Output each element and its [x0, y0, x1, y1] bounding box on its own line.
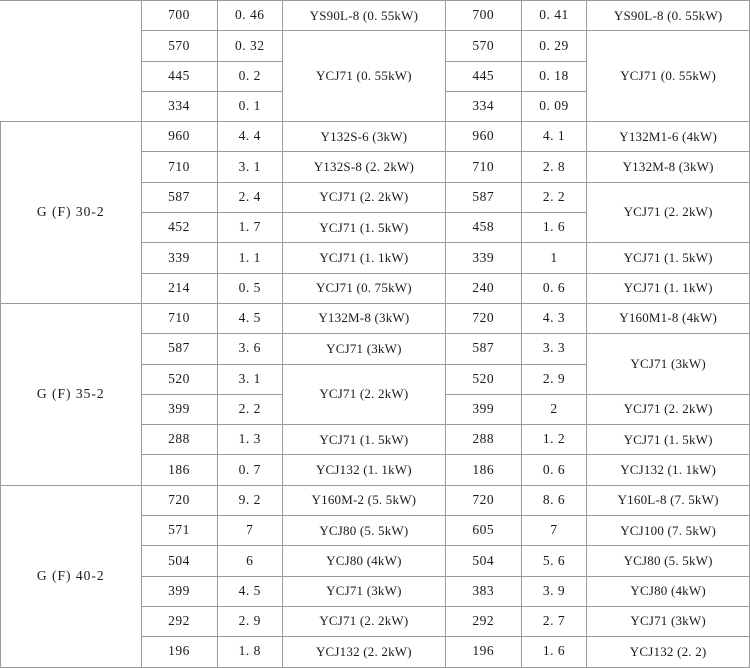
speed-b-cell: 504 — [445, 546, 521, 576]
power-a-cell: 0. 1 — [217, 91, 282, 121]
power-a-cell: 2. 9 — [217, 606, 282, 636]
motor-b-cell: Y132M1-6 (4kW) — [587, 122, 750, 152]
power-a-cell: 9. 2 — [217, 485, 282, 515]
power-b-cell: 4. 1 — [521, 122, 586, 152]
power-a-cell: 3. 1 — [217, 152, 282, 182]
motor-a-cell: Y132M-8 (3kW) — [283, 303, 446, 333]
speed-a-cell: 571 — [141, 516, 217, 546]
speed-a-cell: 445 — [141, 61, 217, 91]
model-cell: G (F) 40-2 — [1, 485, 142, 667]
model-cell: G (F) 30-2 — [1, 122, 142, 304]
speed-b-cell: 720 — [445, 303, 521, 333]
power-a-cell: 2. 2 — [217, 394, 282, 424]
speed-b-cell: 458 — [445, 213, 521, 243]
speed-b-cell: 240 — [445, 273, 521, 303]
power-b-cell: 3. 3 — [521, 334, 586, 364]
speed-b-cell: 288 — [445, 425, 521, 455]
speed-b-cell: 292 — [445, 606, 521, 636]
speed-b-cell: 445 — [445, 61, 521, 91]
power-a-cell: 7 — [217, 516, 282, 546]
power-a-cell: 4. 5 — [217, 576, 282, 606]
power-b-cell: 0. 6 — [521, 273, 586, 303]
speed-a-cell: 196 — [141, 637, 217, 667]
speed-a-cell: 710 — [141, 303, 217, 333]
speed-b-cell: 960 — [445, 122, 521, 152]
power-a-cell: 1. 3 — [217, 425, 282, 455]
speed-a-cell: 520 — [141, 364, 217, 394]
power-a-cell: 0. 7 — [217, 455, 282, 485]
speed-a-cell: 452 — [141, 213, 217, 243]
speed-b-cell: 570 — [445, 31, 521, 61]
power-b-cell: 0. 41 — [521, 1, 586, 31]
speed-a-cell: 339 — [141, 243, 217, 273]
motor-a-cell: YCJ71 (1. 1kW) — [283, 243, 446, 273]
motor-a-cell: YCJ71 (2. 2kW) — [283, 606, 446, 636]
motor-a-cell: Y160M-2 (5. 5kW) — [283, 485, 446, 515]
power-b-cell: 1. 6 — [521, 213, 586, 243]
speed-a-cell: 587 — [141, 182, 217, 212]
motor-b-cell: Y132M-8 (3kW) — [587, 152, 750, 182]
motor-b-cell: YCJ71 (0. 55kW) — [587, 31, 750, 122]
power-a-cell: 2. 4 — [217, 182, 282, 212]
speed-b-cell: 587 — [445, 334, 521, 364]
speed-a-cell: 288 — [141, 425, 217, 455]
power-b-cell: 3. 9 — [521, 576, 586, 606]
motor-b-cell: YCJ132 (2. 2) — [587, 637, 750, 667]
motor-a-cell: YCJ132 (1. 1kW) — [283, 455, 446, 485]
speed-b-cell: 700 — [445, 1, 521, 31]
motor-b-cell: YCJ71 (1. 5kW) — [587, 425, 750, 455]
speed-a-cell: 710 — [141, 152, 217, 182]
power-a-cell: 6 — [217, 546, 282, 576]
power-a-cell: 4. 5 — [217, 303, 282, 333]
power-a-cell: 0. 46 — [217, 1, 282, 31]
speed-a-cell: 720 — [141, 485, 217, 515]
power-b-cell: 2. 7 — [521, 606, 586, 636]
motor-b-cell: YCJ71 (2. 2kW) — [587, 394, 750, 424]
power-b-cell: 4. 3 — [521, 303, 586, 333]
motor-b-cell: YCJ80 (4kW) — [587, 576, 750, 606]
motor-a-cell: Y132S-8 (2. 2kW) — [283, 152, 446, 182]
table-row — [1, 303, 750, 333]
motor-b-cell: YCJ71 (1. 1kW) — [587, 273, 750, 303]
table-body — [1, 1, 750, 668]
power-a-cell: 0. 32 — [217, 31, 282, 61]
speed-b-cell: 399 — [445, 394, 521, 424]
power-b-cell: 0. 6 — [521, 455, 586, 485]
motor-b-cell: YCJ71 (2. 2kW) — [587, 182, 750, 243]
speed-a-cell: 700 — [141, 1, 217, 31]
speed-a-cell: 504 — [141, 546, 217, 576]
motor-a-cell: YCJ71 (1. 5kW) — [283, 425, 446, 455]
speed-b-cell: 383 — [445, 576, 521, 606]
motor-b-cell: YCJ71 (3kW) — [587, 606, 750, 636]
motor-b-cell: YS90L-8 (0. 55kW) — [587, 1, 750, 31]
power-a-cell: 4. 4 — [217, 122, 282, 152]
power-b-cell: 1. 2 — [521, 425, 586, 455]
power-a-cell: 1. 1 — [217, 243, 282, 273]
motor-b-cell: Y160L-8 (7. 5kW) — [587, 485, 750, 515]
power-b-cell: 2. 2 — [521, 182, 586, 212]
speed-b-cell: 710 — [445, 152, 521, 182]
power-b-cell: 1. 6 — [521, 637, 586, 667]
power-b-cell: 2. 9 — [521, 364, 586, 394]
motor-b-cell: Y160M1-8 (4kW) — [587, 303, 750, 333]
power-b-cell: 0. 09 — [521, 91, 586, 121]
motor-a-cell: YCJ80 (4kW) — [283, 546, 446, 576]
motor-a-cell: YCJ71 (0. 55kW) — [283, 31, 446, 122]
speed-a-cell: 334 — [141, 91, 217, 121]
motor-a-cell: Y132S-6 (3kW) — [283, 122, 446, 152]
motor-b-cell: YCJ100 (7. 5kW) — [587, 516, 750, 546]
speed-a-cell: 186 — [141, 455, 217, 485]
speed-a-cell: 587 — [141, 334, 217, 364]
speed-b-cell: 186 — [445, 455, 521, 485]
power-b-cell: 0. 18 — [521, 61, 586, 91]
power-b-cell: 7 — [521, 516, 586, 546]
model-cell — [1, 1, 142, 122]
speed-b-cell: 339 — [445, 243, 521, 273]
speed-a-cell: 399 — [141, 576, 217, 606]
motor-b-cell: YCJ71 (3kW) — [587, 334, 750, 395]
motor-a-cell: YCJ71 (0. 75kW) — [283, 273, 446, 303]
power-a-cell: 1. 8 — [217, 637, 282, 667]
motor-a-cell: YCJ71 (1. 5kW) — [283, 213, 446, 243]
power-b-cell: 2 — [521, 394, 586, 424]
speed-b-cell: 334 — [445, 91, 521, 121]
speed-b-cell: 720 — [445, 485, 521, 515]
speed-a-cell: 292 — [141, 606, 217, 636]
speed-b-cell: 196 — [445, 637, 521, 667]
power-b-cell: 0. 29 — [521, 31, 586, 61]
power-a-cell: 1. 7 — [217, 213, 282, 243]
motor-b-cell: YCJ80 (5. 5kW) — [587, 546, 750, 576]
speed-a-cell: 960 — [141, 122, 217, 152]
power-b-cell: 1 — [521, 243, 586, 273]
model-cell: G (F) 35-2 — [1, 303, 142, 485]
motor-a-cell: YCJ132 (2. 2kW) — [283, 637, 446, 667]
power-b-cell: 8. 6 — [521, 485, 586, 515]
motor-a-cell: YCJ80 (5. 5kW) — [283, 516, 446, 546]
speed-b-cell: 520 — [445, 364, 521, 394]
power-a-cell: 0. 5 — [217, 273, 282, 303]
speed-a-cell: 399 — [141, 394, 217, 424]
table-row — [1, 1, 750, 31]
power-a-cell: 0. 2 — [217, 61, 282, 91]
power-b-cell: 5. 6 — [521, 546, 586, 576]
speed-b-cell: 587 — [445, 182, 521, 212]
motor-a-cell: YCJ71 (2. 2kW) — [283, 364, 446, 425]
power-a-cell: 3. 1 — [217, 364, 282, 394]
speed-a-cell: 214 — [141, 273, 217, 303]
motor-a-cell: YCJ71 (3kW) — [283, 576, 446, 606]
motor-b-cell: YCJ132 (1. 1kW) — [587, 455, 750, 485]
table-row — [1, 485, 750, 515]
motor-a-cell: YCJ71 (2. 2kW) — [283, 182, 446, 212]
motor-b-cell: YCJ71 (1. 5kW) — [587, 243, 750, 273]
speed-b-cell: 605 — [445, 516, 521, 546]
speed-a-cell: 570 — [141, 31, 217, 61]
table-row — [1, 122, 750, 152]
power-b-cell: 2. 8 — [521, 152, 586, 182]
power-a-cell: 3. 6 — [217, 334, 282, 364]
motor-a-cell: YS90L-8 (0. 55kW) — [283, 1, 446, 31]
motor-a-cell: YCJ71 (3kW) — [283, 334, 446, 364]
